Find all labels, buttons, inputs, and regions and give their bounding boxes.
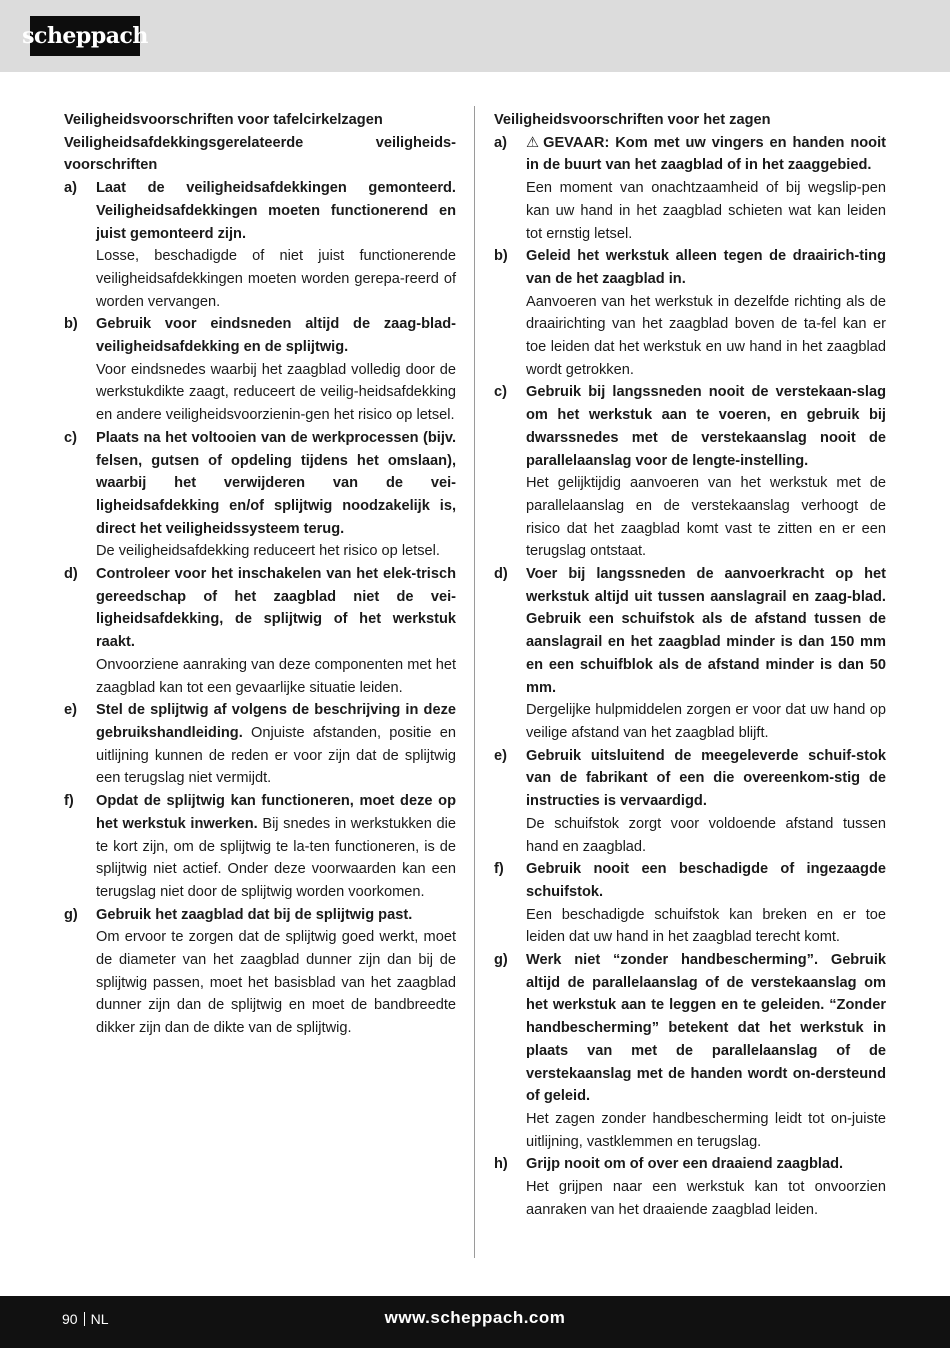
list-item (64, 790, 456, 904)
warning-triangle-icon: ⚠ (526, 134, 540, 151)
section-title: Veiligheidsvoorschriften voor het zagen (494, 112, 771, 128)
item-explanation: Dergelijke hulpmiddelen zorgen er voor dat uw hand op veilige afstand van het zaagblad blijft. (526, 702, 886, 741)
list-item (64, 904, 456, 1040)
item-explanation: Het zagen zonder handbescherming leidt tot on-juiste uitlijning, vastklemmen en terugslag. (526, 1110, 886, 1150)
item-letter: a) (494, 134, 507, 151)
page-number: 90 (62, 1311, 78, 1327)
item-explanation: Het gelijktijdig aanvoeren van het werkstuk met de parallelaanslag en de verstekaanslag verhoogt de risico dat het zaagblad komt vast te zitten en er een terugslag ontstaat. (526, 475, 886, 560)
list-item (64, 699, 456, 790)
item-instruction: Werk niet “zonder handbescherming”. Gebruik altijd de parallelaanslag of de verstekaanslag om het werkstuk aan te leggen en te geleiden. “Zonder handbescherming” betekent dat het werkstuk in plaats van met de parallelaanslag of de verstekaanslag met de handen wordt on-dersteund of geleid. (526, 952, 886, 1105)
footer-bar (0, 1296, 950, 1348)
right-column (494, 109, 886, 1221)
item-letter: b) (64, 316, 78, 333)
item-letter: d) (494, 566, 508, 583)
item-explanation: Onjuiste afstanden, positie en uitlijning kunnen de reden er voor zijn dat de splijtwig een terugslag niet vermijdt. (96, 724, 456, 787)
item-explanation: Voor eindsnedes waarbij het zaagblad volledig door de werkstukdikte zaagt, reduceert de veilig-heidsafdekking en andere veiligheidsvoorzienin-gen het risico op letsel. (96, 361, 456, 424)
item-explanation: De schuifstok zorgt voor voldoende afstand tussen hand en zaagblad. (526, 815, 886, 855)
list-item (64, 427, 456, 563)
item-instruction: Stel de splijtwig af volgens de beschrijving in deze gebruikshandleiding. (96, 702, 456, 741)
item-instruction: Gebruik uitsluitend de meegeleverde schuif-stok van de fabrikant of een die overeenkom-stig de instructies is vervaardigd. (526, 747, 886, 810)
item-text (96, 790, 456, 904)
item-letter: c) (64, 429, 77, 446)
item-instruction: Opdat de splijtwig kan functioneren, moet deze op het werkstuk inwerken. (96, 793, 456, 832)
list-item (494, 563, 886, 745)
list-item (64, 177, 456, 313)
item-instruction: Gebruik bij langssneden nooit de verstekaan-slag om het werkstuk aan te voeren, en gebruik bij dwarssnedes met de verstekaanslag nooit de parallelaanslag voor de lengte-instelling. (526, 384, 886, 469)
list-item (494, 949, 886, 1153)
item-letter: d) (64, 566, 78, 583)
item-instruction: Plaats na het voltooien van de werkprocessen (bijv. felsen, gutsen of opdeling tijdens het omslaan), waarbij het verwijderen van de vei-ligheidsafdekking en/of splijtwig noodzakelijk is, direct het veiligheidssysteem terug. (96, 429, 456, 537)
list-item (494, 858, 886, 949)
item-instruction: Voer bij langssneden de aanvoerkracht op het werkstuk altijd uit tussen aanslagrail en zaag-blad. Gebruik een schuifstok als de afstand tussen de aanslagrail en het zaagblad minder is dan 150 mm en een schuifblok als de afstand minder is dan 50 mm. (526, 566, 886, 696)
item-instruction: Laat de veiligheidsafdekkingen gemonteerd. Veiligheidsafdekkingen moeten functionerend en juist gemonteerd zijn. (96, 180, 456, 242)
list-item (494, 381, 886, 563)
item-letter: g) (494, 952, 508, 969)
item-letter: f) (64, 793, 74, 810)
item-letter: g) (64, 906, 78, 923)
list-item (494, 745, 886, 859)
item-instruction (526, 132, 886, 177)
list-item (494, 1153, 886, 1221)
list-item (64, 313, 456, 427)
subsection-title: Veiligheidsafdekkingsgerelateerde veiligheids-voorschriften (64, 134, 456, 174)
item-instruction: Gebruik nooit een beschadigde of ingezaagde schuifstok. (526, 861, 886, 900)
item-letter: a) (64, 180, 77, 197)
item-explanation: Een moment van onachtzaamheid of bij wegslip-pen kan uw hand in het zaagblad schieten wat kan leiden tot ernstig letsel. (526, 180, 886, 242)
item-explanation: Om ervoor te zorgen dat de splijtwig goed werkt, moet de diameter van het zaagblad dunner zijn dan bij de splijtwig passen, moet het basisblad van het zaagblad dunner zijn dan de splijtwig en moet de bandbreedte dikker zijn dan de dikte van de splijtwig. (96, 929, 456, 1037)
item-instruction: Gebruik voor eindsneden altijd de zaag-blad-veiligheidsafdekking en de splijtwig. (96, 316, 456, 356)
item-explanation: Losse, beschadigde of niet juist functionerende veiligheidsafdekkingen moeten worden gerepa-reerd of worden vervangen. (96, 248, 456, 310)
item-letter: h) (494, 1156, 508, 1173)
item-instruction: Geleid het werkstuk alleen tegen de draairich-ting van de het zaagblad in. (526, 248, 886, 287)
item-instruction: Grijp nooit om of over een draaiend zaagblad. (526, 1156, 844, 1173)
list-item (64, 563, 456, 699)
item-text (96, 699, 456, 790)
item-instruction: Controleer voor het inschakelen van het elek-trisch gereedschap of het zaagblad niet de vei-ligheidsafdekking, de splijtwig of het werkstuk raakt. (96, 566, 456, 651)
scheppach-logo: scheppach (30, 16, 140, 56)
item-letter: c) (494, 384, 507, 401)
item-explanation: Een beschadigde schuifstok kan breken en er toe leiden dat uw hand in het zaagblad terecht komt. (526, 906, 886, 946)
section-title: Veiligheidsvoorschriften voor tafelcirkelzagen (64, 112, 383, 128)
item-explanation: Bij snedes in werkstukken die te kort zijn, om de splijtwig te la-ten functioneren, is de splijtwig niet actief. Onder deze voorwaarden kan een terugslag niet door de splijtwig worden voorkomen. (96, 815, 456, 900)
item-letter: e) (494, 747, 507, 764)
item-letter: f) (494, 861, 504, 878)
item-explanation: Onvoorziene aanraking van deze componenten met het zaagblad kan tot een gevaarlijke situatie leiden. (96, 656, 456, 696)
item-explanation: Aanvoeren van het werkstuk in dezelfde richting als de draairichting van het zaagblad boven de ta-fel kan er toe leiden dat het werkstuk en uw hand in het zaagblad wordt getrokken. (526, 293, 886, 378)
column-divider (474, 106, 475, 1258)
item-letter: e) (64, 702, 77, 719)
item-explanation: Het grijpen naar een werkstuk kan tot onvoorzien aanraken van het draaiende zaagblad leiden. (526, 1179, 886, 1218)
left-column (64, 109, 456, 1040)
list-item (494, 132, 886, 246)
item-letter: b) (494, 248, 508, 265)
item-explanation: De veiligheidsafdekking reduceert het risico op letsel. (96, 543, 440, 560)
item-instruction: Gebruik het zaagblad dat bij de splijtwig past. (96, 906, 413, 923)
list-item (494, 245, 886, 381)
item-instruction-text: GEVAAR: Kom met uw vingers en handen nooit in de buurt van het zaagblad of in het zaaggebied. (526, 134, 886, 174)
website-link[interactable]: www.scheppach.com (384, 1308, 566, 1327)
header-band (0, 0, 950, 72)
language-code: NL (90, 1311, 109, 1327)
